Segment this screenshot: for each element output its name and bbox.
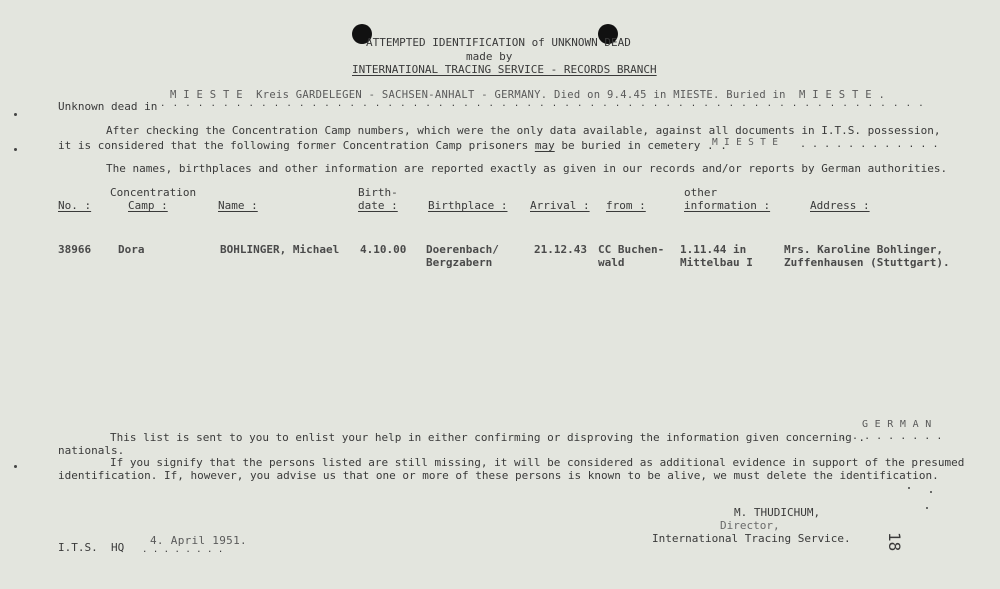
signify-line2: identification. If, however, you advise us that one or more of these persons is known to be alive, we must delete the identification. [58,469,939,482]
date-leader: . . . . . . . . [142,545,224,555]
header-other-top: other [684,186,718,199]
signify-line1: If you signify that the persons listed are still missing, it will be considered as additional evidence in support of the presumed [110,456,965,469]
unknown-dead-leader: . . . . . . . . . . . . . . . . . . . . . . . . . . . . . . . . . . . . . . . . . . . . . . . . . . . . . . . . . . . . . [160,99,925,109]
header-birthplace: Birthplace : [428,199,508,212]
margin-mark [14,148,17,151]
paragraph-checking-line2 [58,139,727,152]
cell-birthplace-line2: Bergzabern [426,256,493,269]
cell-address-line2: Zuffenhausen (Stuttgart). [784,256,950,269]
cell-birthdate: 4.10.00 [360,243,407,256]
date-value: 4. April 1951. [150,534,247,547]
header-birthdate: date : [358,199,398,212]
cell-other-line1: 1.11.44 in [680,243,747,256]
organization-line: INTERNATIONAL TRACING SERVICE - RECORDS BRANCH [352,63,657,76]
stray-mark [908,487,910,489]
margin-mark [14,113,17,116]
header-other: information : [684,199,771,212]
header-from: from : [606,199,646,212]
header-name: Name : [218,199,258,212]
signature-name: M. THUDICHUM, [734,506,821,519]
place-label: I.T.S. HQ [58,541,125,554]
paragraph-checking-line1: After checking the Concentration Camp numbers, which were the only data available, against all documents in I.T.S. possession, [106,124,941,137]
cell-name: BOHLINGER, Michael [220,243,340,256]
cell-other-line2: Mittelbau I [680,256,753,269]
unknown-dead-location: M I E S T E Kreis GARDELEGEN - SACHSEN-ANHALT - GERMANY. Died on 9.4.45 in MIESTE. Buried in M I E S T E . [170,89,886,101]
header-address: Address : [810,199,870,212]
margin-mark [14,465,17,468]
stray-mark [926,507,928,509]
enlist-line: This list is sent to you to enlist your help in either confirming or disproving the information given concerning . [110,431,865,444]
cell-address-line1: Mrs. Karoline Bohlinger, [784,243,943,256]
header-camp: Camp : [128,199,168,212]
header-arrival: Arrival : [530,199,590,212]
header-camp-top: Concentration [110,186,197,199]
signature-org: International Tracing Service. [652,532,851,545]
stray-mark [930,491,932,493]
made-by-line: made by [466,50,513,63]
header-birthdate-top: Birth- [358,186,398,199]
nationality-value: G E R M A N [862,419,932,430]
cemetery-name: M I E S T E [712,137,779,148]
header-no: No. : [58,199,92,212]
nationality-leader: . . . . . . . . . [840,431,943,442]
nationals-line: nationals. [58,444,125,457]
cemetery-leader: . . . . . . . . . . . . [800,139,939,150]
unknown-dead-label: Unknown dead in [58,100,158,113]
may-word: may [534,139,555,152]
cell-from-line2: wald [598,256,625,269]
cell-from-line1: CC Buchen- [598,243,665,256]
cell-birthplace-line1: Doerenbach/ [426,243,499,256]
document-title: ATTEMPTED IDENTIFICATION of UNKNOWN DEAD [366,36,631,49]
paragraph-names: The names, birthplaces and other information are reported exactly as given in our records and/or reports by German authorities. [106,162,948,175]
paragraph-checking-text: it is considered that the following former Concentration Camp prisoners [58,139,535,152]
signature-title: Director, [720,519,780,532]
page-number: 18 [885,532,904,552]
cell-camp: Dora [118,243,145,256]
cell-arrival: 21.12.43 [534,243,587,256]
cell-no: 38966 [58,243,92,256]
cemetery-prefix: be buried in cemetery . . [554,139,727,152]
